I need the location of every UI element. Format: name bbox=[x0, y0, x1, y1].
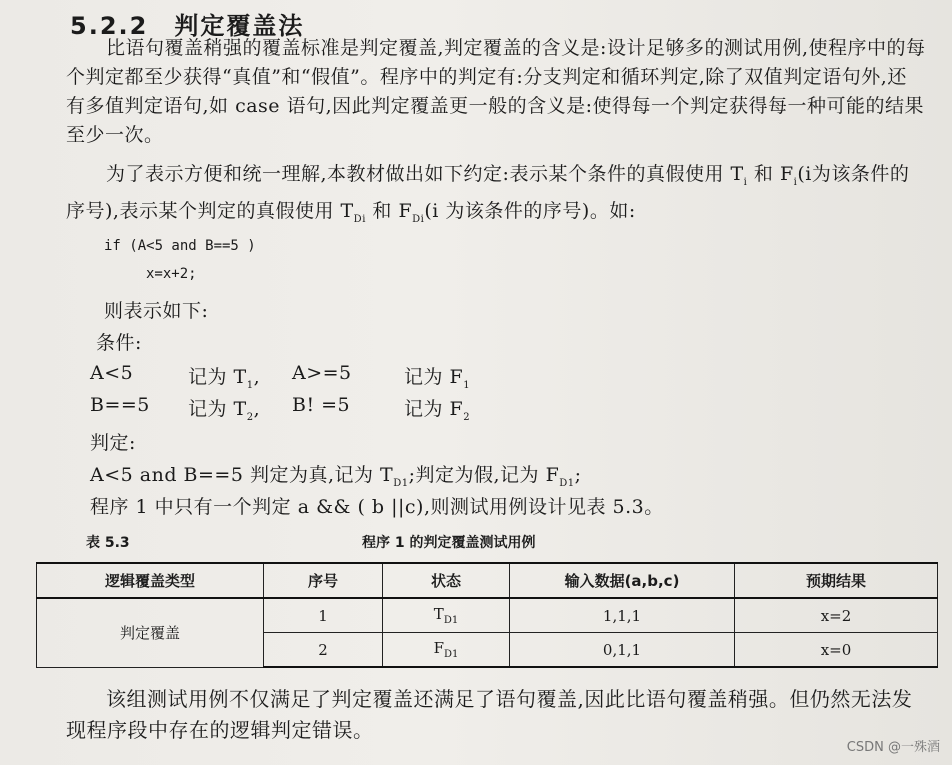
cell-state: $T_{D1}$ bbox=[383, 598, 510, 633]
decision-label: 判定: bbox=[90, 432, 136, 454]
section-title: 判定覆盖法 bbox=[174, 11, 305, 40]
cell-state: $F_{D1}$ bbox=[383, 633, 510, 668]
code-line-assign: x=x+2; bbox=[146, 266, 197, 282]
cell-expected: x=0 bbox=[735, 633, 938, 668]
shown-as-label: 则表示如下: bbox=[104, 300, 209, 322]
conditions-label: 条件: bbox=[96, 332, 142, 354]
header-seq: 序号 bbox=[264, 563, 383, 598]
cell-seq: 1 bbox=[264, 598, 383, 633]
cell-input: 0,1,1 bbox=[510, 633, 735, 668]
condition-a-ge-5: A>=5 bbox=[292, 362, 352, 384]
program-statement: 程序 1 中只有一个判定 a && ( b ||c),则测试用例设计见表 5.3。 bbox=[90, 496, 664, 518]
condition-a-ge-5-record: 记为 $F_1$ bbox=[404, 366, 471, 391]
decision-statement: A<5 and B==5 判定为真,记为 $T_{D1}$;判定为假,记为 $F_{D1}$; bbox=[90, 464, 582, 489]
cell-expected: x=2 bbox=[735, 598, 938, 633]
paragraph-definition: 比语句覆盖稍强的覆盖标准是判定覆盖,判定覆盖的含义是:设计足够多的测试用例,使程序中的每个判定都至少获得“真值”和“假值”。程序中的判定有:分支判定和循环判定,除了双值判定语句外,还有多值判定语句,如 case 语句,因此判定覆盖更一般的含义是:使得每一个判定获得每一种可能的结果至少一次。 bbox=[66, 37, 926, 146]
table-row bbox=[37, 598, 938, 633]
cell-seq: 2 bbox=[264, 633, 383, 668]
paragraph-convention: 为了表示方便和统一理解,本教材做出如下约定:表示某个条件的真假使用 $T_i$ 和 $F_i(i$为该条件的序号),表示某个判定的真假使用 $T_{Di}$ 和 $F_{Di}(i$ 为该条件的序号)。如: bbox=[66, 163, 910, 225]
condition-b-ne-5-record: 记为 $F_2$ bbox=[404, 398, 471, 423]
code-line-if: if (A<5 and B==5 ) bbox=[104, 238, 256, 254]
condition-a-lt-5-record: 记为 $T_1$, bbox=[188, 366, 261, 391]
condition-b-ne-5: B! =5 bbox=[292, 394, 351, 416]
section-number: 5.2.2 bbox=[70, 12, 149, 40]
cell-coverage-type: 判定覆盖 bbox=[37, 598, 264, 667]
header-expected: 预期结果 bbox=[735, 563, 938, 598]
condition-b-eq-5-record: 记为 $T_2$, bbox=[188, 398, 261, 423]
test-case-table bbox=[36, 562, 938, 668]
table-caption: 程序 1 的判定覆盖测试用例 bbox=[362, 535, 536, 551]
header-coverage-type: 逻辑覆盖类型 bbox=[37, 563, 264, 598]
header-state: 状态 bbox=[383, 563, 510, 598]
paragraph-closing: 该组测试用例不仅满足了判定覆盖还满足了语句覆盖,因此比语句覆盖稍强。但仍然无法发现程序段中存在的逻辑判定错误。 bbox=[66, 687, 913, 742]
cell-input: 1,1,1 bbox=[510, 598, 735, 633]
table-header-row bbox=[37, 563, 938, 598]
header-input: 输入数据(a,b,c) bbox=[510, 563, 735, 598]
watermark: CSDN @一殊酒 bbox=[846, 740, 940, 755]
table-label: 表 5.3 bbox=[86, 535, 130, 551]
condition-b-eq-5: B==5 bbox=[90, 394, 150, 416]
condition-a-lt-5: A<5 bbox=[90, 362, 134, 384]
